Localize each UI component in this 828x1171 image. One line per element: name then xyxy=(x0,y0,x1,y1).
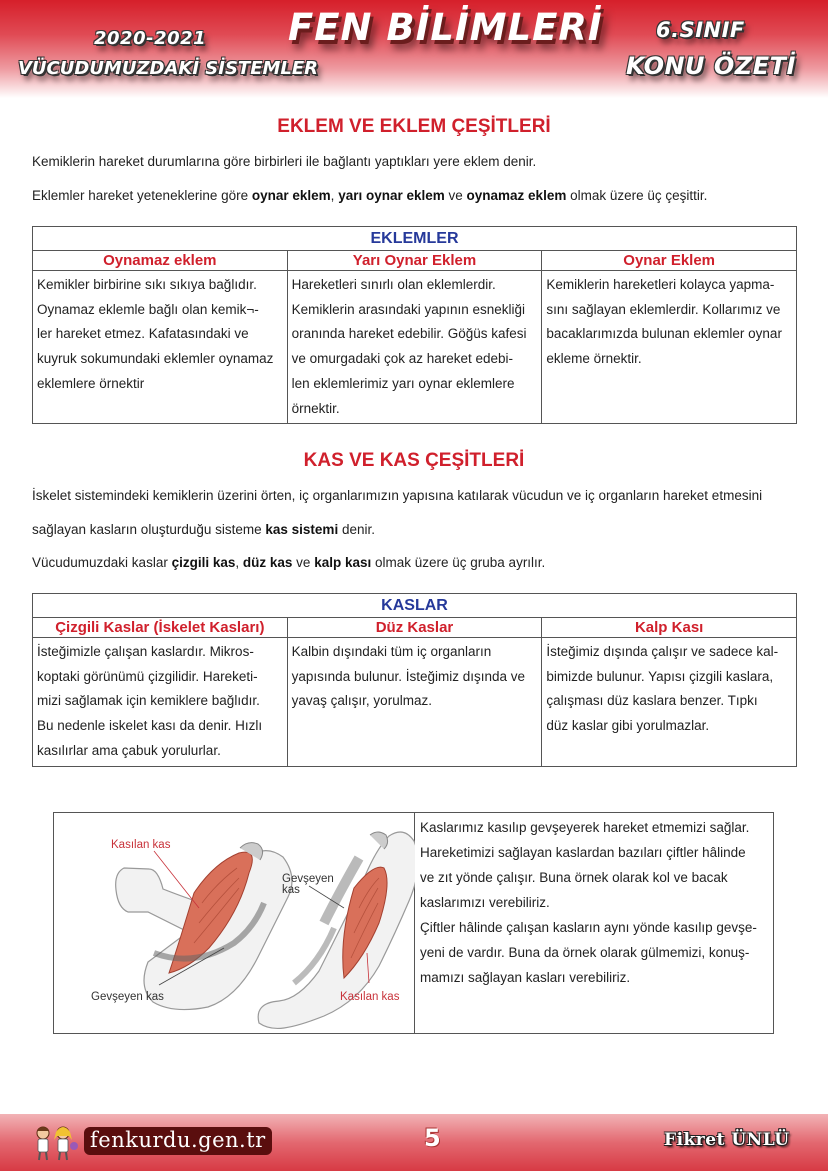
section-title-joints: EKLEM VE EKLEM ÇEŞİTLERİ xyxy=(277,116,551,137)
line: İsteğimizle çalışan kaslardır. Mikros- xyxy=(37,644,254,659)
author-name: Fikret ÜNLÜ xyxy=(664,1130,790,1150)
bold-term: oynar eklem xyxy=(251,188,331,203)
line: çalışması düz kaslara benzer. Tıpkı xyxy=(546,693,758,709)
line: örnektir. xyxy=(291,400,340,416)
section-title-muscles: KAS VE KAS ÇEŞİTLERİ xyxy=(303,450,525,471)
line: sını sağlayan eklemlerdir. Kollarımız ve xyxy=(546,301,781,317)
header-year: 2020-2021 xyxy=(94,28,207,49)
line: kaslarımızı verebiliriz. xyxy=(420,895,550,910)
table-cell-semi-movable xyxy=(287,271,542,424)
bold-term: kalp kası xyxy=(314,555,372,570)
label-contracting-muscle-right: Kasılan kas xyxy=(340,991,400,1003)
label-relaxing-muscle-right-2: kas xyxy=(282,884,300,896)
label-contracting-muscle-left: Kasılan kas xyxy=(111,839,171,851)
line: Oynamaz eklemle bağlı olan kemik¬- xyxy=(37,301,259,317)
column-header: Düz Kaslar xyxy=(287,618,542,638)
line: ekleme örnektir. xyxy=(546,351,642,367)
line: Kemiklerin hareketleri kolayca yapma- xyxy=(546,277,775,292)
text: , xyxy=(235,555,243,570)
page-number: 5 xyxy=(424,1124,441,1152)
table-caption: EKLEMLER xyxy=(33,227,797,251)
page-header xyxy=(0,0,828,98)
column-header: Oynar Eklem xyxy=(542,251,797,271)
bold-term: çizgili kas xyxy=(171,555,236,570)
header-title: FEN BİLİMLERİ xyxy=(288,6,603,49)
joints-definition: Kemiklerin hareket durumlarına göre birbirleri ile bağlantı yaptıkları yere eklem denir. xyxy=(32,154,537,169)
table-cell-skeletal xyxy=(33,638,288,767)
text: , xyxy=(330,188,339,203)
muscle-types-sentence xyxy=(32,555,545,570)
line: yeni de vardır. Buna da örnek olarak gülmemizi, konuş- xyxy=(420,945,750,960)
text: ve xyxy=(444,188,467,203)
table-caption: KASLAR xyxy=(33,594,797,618)
line: Kalbin dışındaki tüm iç organların xyxy=(291,644,492,659)
text: Vücudumuzdaki kaslar xyxy=(32,555,172,570)
line: ler hareket etmez. Kafatasındaki ve xyxy=(37,326,249,342)
line: oranında hareket edebilir. Göğüs kafesi xyxy=(291,326,527,342)
joints-types-sentence xyxy=(32,188,707,203)
arm-muscle-box xyxy=(53,812,774,1034)
muscle-system-definition-line2 xyxy=(32,522,375,537)
line: kuyruk sokumundaki eklemler oynamaz xyxy=(37,351,274,367)
line: düz kaslar gibi yorulmazlar. xyxy=(546,718,710,734)
text: olmak üzere üç çeşittir. xyxy=(566,188,708,203)
joints-table xyxy=(32,226,797,424)
column-header: Kalp Kası xyxy=(542,618,797,638)
label-relaxing-muscle-right-1: Gevşeyen xyxy=(282,873,334,885)
line: mamızı sağlayan kasları verebiliriz. xyxy=(420,970,631,985)
page-footer xyxy=(0,1114,828,1171)
line: yavaş çalışır, yorulmaz. xyxy=(291,693,432,709)
column-header: Oynamaz eklem xyxy=(33,251,288,271)
line: mizi sağlamak için kemiklere bağlıdır. xyxy=(37,693,260,709)
bold-term: oynamaz eklem xyxy=(466,188,567,203)
line: bacaklarımızda bulunan eklemler oynar xyxy=(546,326,782,342)
line: eklemlere örnektir xyxy=(37,375,145,391)
muscle-system-definition-line1: İskelet sistemindeki kemiklerin üzerini örten, iç organlarımızın yapısına katılarak vücudun ve iç organların hareket etmesini xyxy=(32,488,763,503)
line: bimizde bulunur. Yapısı çizgili kaslara, xyxy=(546,668,774,684)
table-cell-movable xyxy=(542,271,797,424)
line: Çiftler hâlinde çalışan kasların aynı yönde kasılıp gevşe- xyxy=(420,920,757,935)
header-summary: KONU ÖZETİ xyxy=(626,52,796,80)
bold-term: düz kas xyxy=(242,555,293,570)
column-header: Çizgili Kaslar (İskelet Kasları) xyxy=(33,618,288,638)
bold-term: kas sistemi xyxy=(265,522,339,537)
header-grade: 6.SINIF xyxy=(656,18,745,42)
table-cell-immovable xyxy=(33,271,288,424)
line: Hareketleri sınırlı olan eklemlerdir. xyxy=(291,277,496,292)
text: olmak üzere üç gruba ayrılır. xyxy=(371,555,546,570)
line: koptaki görünümü çizgilidir. Hareketi- xyxy=(37,668,258,684)
line: Kaslarımız kasılıp gevşeyerek hareket etmemizi sağlar. xyxy=(420,820,750,835)
site-logo: fenkurdu.gen.tr xyxy=(84,1127,272,1155)
text: Eklemler hareket yeteneklerine göre xyxy=(32,188,252,203)
line: Hareketimizi sağlayan kaslardan bazıları çiftler hâlinde xyxy=(420,845,746,860)
line: kasılırlar ama çabuk yorulurlar. xyxy=(37,742,221,758)
line: ve omurgadaki çok az hareket edebi- xyxy=(291,351,514,367)
table-cell-cardiac xyxy=(542,638,797,767)
arm-muscle-description xyxy=(415,813,773,1033)
text: sağlayan kasların oluşturduğu sisteme xyxy=(32,522,266,537)
line: len eklemlerimiz yarı oynar eklemlere xyxy=(291,375,515,391)
text: ve xyxy=(292,555,315,570)
line: ve zıt yönde çalışır. Buna örnek olarak kol ve bacak xyxy=(420,870,728,885)
kids-scientists-icon xyxy=(30,1124,80,1162)
line: Kemiklerin arasındaki yapının esnekliği xyxy=(291,301,526,317)
column-header: Yarı Oynar Eklem xyxy=(287,251,542,271)
muscles-table xyxy=(32,593,797,767)
table-cell-smooth xyxy=(287,638,542,767)
arm-muscle-illustration xyxy=(54,813,415,1033)
line: İsteğimiz dışında çalışır ve sadece kal- xyxy=(546,644,779,659)
text: denir. xyxy=(338,522,375,537)
header-topic: VÜCUDUMUZDAKİ SİSTEMLER xyxy=(18,58,319,79)
bold-term: yarı oynar eklem xyxy=(338,188,445,203)
line: yapısında bulunur. İsteğimiz dışında ve xyxy=(291,668,526,684)
line: Bu nedenle iskelet kası da denir. Hızlı xyxy=(37,718,263,734)
label-relaxing-muscle-left: Gevşeyen kas xyxy=(91,991,164,1003)
line: Kemikler birbirine sıkı sıkıya bağlıdır. xyxy=(37,277,257,292)
